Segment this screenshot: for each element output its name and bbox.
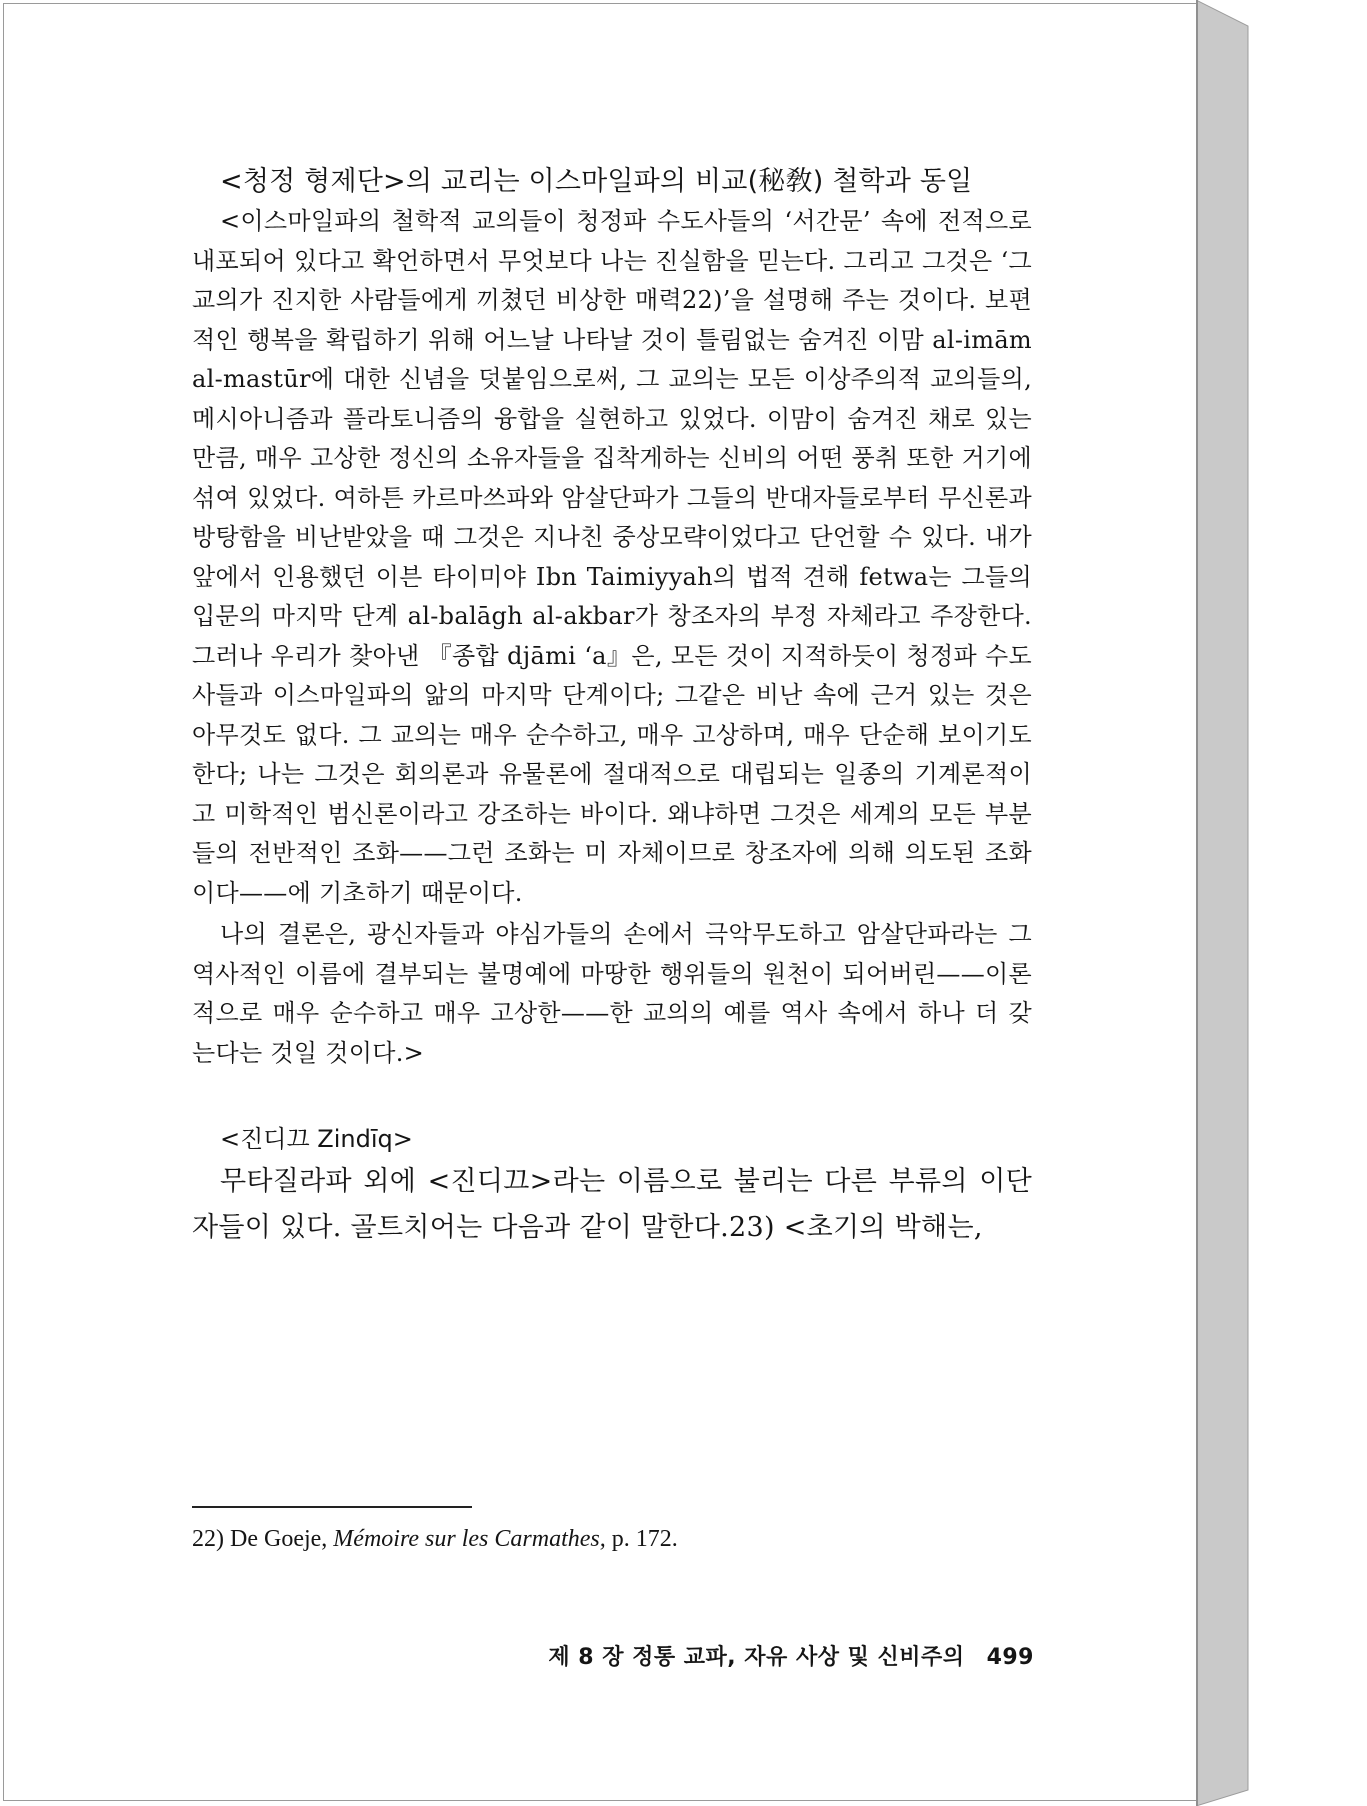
conclusion-paragraph: 나의 결론은, 광신자들과 야심가들의 손에서 극악무도하고 암살단파라는 그 역사적인 이름에 결부되는 불명예에 마땅한 행위들의 원천이 되어버린——이론적으로 매우 순수하고 매우 고상한——한 교의의 예를 역사 속에서 하나 더 갖는다는 것일 것이다.> xyxy=(192,920,1032,1067)
footnote-divider xyxy=(192,1506,472,1508)
page-number: 499 xyxy=(986,1645,1034,1670)
chapter-title: 제 8 장 정통 교파, 자유 사상 및 신비주의 xyxy=(548,1645,965,1670)
section-title: <청정 형제단>의 교리는 이스마일파의 비교(秘敎) 철학과 동일 xyxy=(220,166,973,197)
footnote-title: Mémoire sur les Carmathes, xyxy=(333,1526,606,1552)
subsection-title: <진디끄 Zindīq> xyxy=(220,1125,413,1153)
footnote-author: De Goeje, xyxy=(230,1526,328,1552)
text-block xyxy=(192,162,1032,1251)
footnote-marker: 22) xyxy=(192,1526,224,1552)
book-spine-edge xyxy=(1196,0,1254,1806)
footnote-page: p. 172. xyxy=(611,1526,678,1552)
quotation-paragraph: <이스마일파의 철학적 교의들이 청정파 수도사들의 ‘서간문’ 속에 전적으로 내포되어 있다고 확언하면서 무엇보다 나는 진실함을 믿는다. 그리고 그것은 ‘그 교의가 진지한 사람들에게 끼쳤던 비상한 매력22)’을 설명해 주는 것이다. 보편적인 행복을 확립하기 위해 어느날 나타날 것이 틀림없는 숨겨진 이맘 al-imām al-mastūr에 대한 신념을 덧붙임으로써, 그 교의는 모든 이상주의적 교의들의, 메시아니즘과 플라토니즘의 융합을 실현하고 있었다. 이맘이 숨겨진 채로 있는 만큼, 매우 고상한 정신의 소유자들을 집착게하는 신비의 어떤 풍취 또한 거기에 섞여 있었다. 여하튼 카르마쓰파와 암살단파가 그들의 반대자들로부터 무신론과 방탕함을 비난받았을 때 그것은 지나친 중상모략이었다고 단언할 수 있다. 내가 앞에서 인용했던 이븐 타이미야 Ibn Taimiyyah의 법적 견해 fetwa는 그들의 입문의 마지막 단계 al-balāgh al-akbar가 창조자의 부정 자체라고 주장한다. 그러나 우리가 찾아낸 『종합 djāmi ‘a』은, 모든 것이 지적하듯이 청정파 수도사들과 이스마일파의 앎의 마지막 단계이다; 그같은 비난 속에 근거 있는 것은 아무것도 없다. 그 교의는 매우 순수하고, 매우 고상하며, 매우 단순해 보이기도 한다; 나는 그것은 회의론과 유물론에 절대적으로 대립되는 일종의 기계론적이고 미학적인 범신론이라고 강조하는 바이다. 왜냐하면 그것은 세계의 모든 부분들의 전반적인 조화——그런 조화는 미 자체이므로 창조자에 의해 의도된 조화이다——에 기초하기 때문이다. xyxy=(192,207,1033,907)
footnote xyxy=(192,1526,678,1553)
body-paragraph: 무타질라파 외에 <진디끄>라는 이름으로 불리는 다른 부류의 이단자들이 있다. 골트치어는 다음과 같이 말한다.23) <초기의 박해는, xyxy=(192,1166,1032,1243)
running-footer xyxy=(548,1640,1034,1671)
